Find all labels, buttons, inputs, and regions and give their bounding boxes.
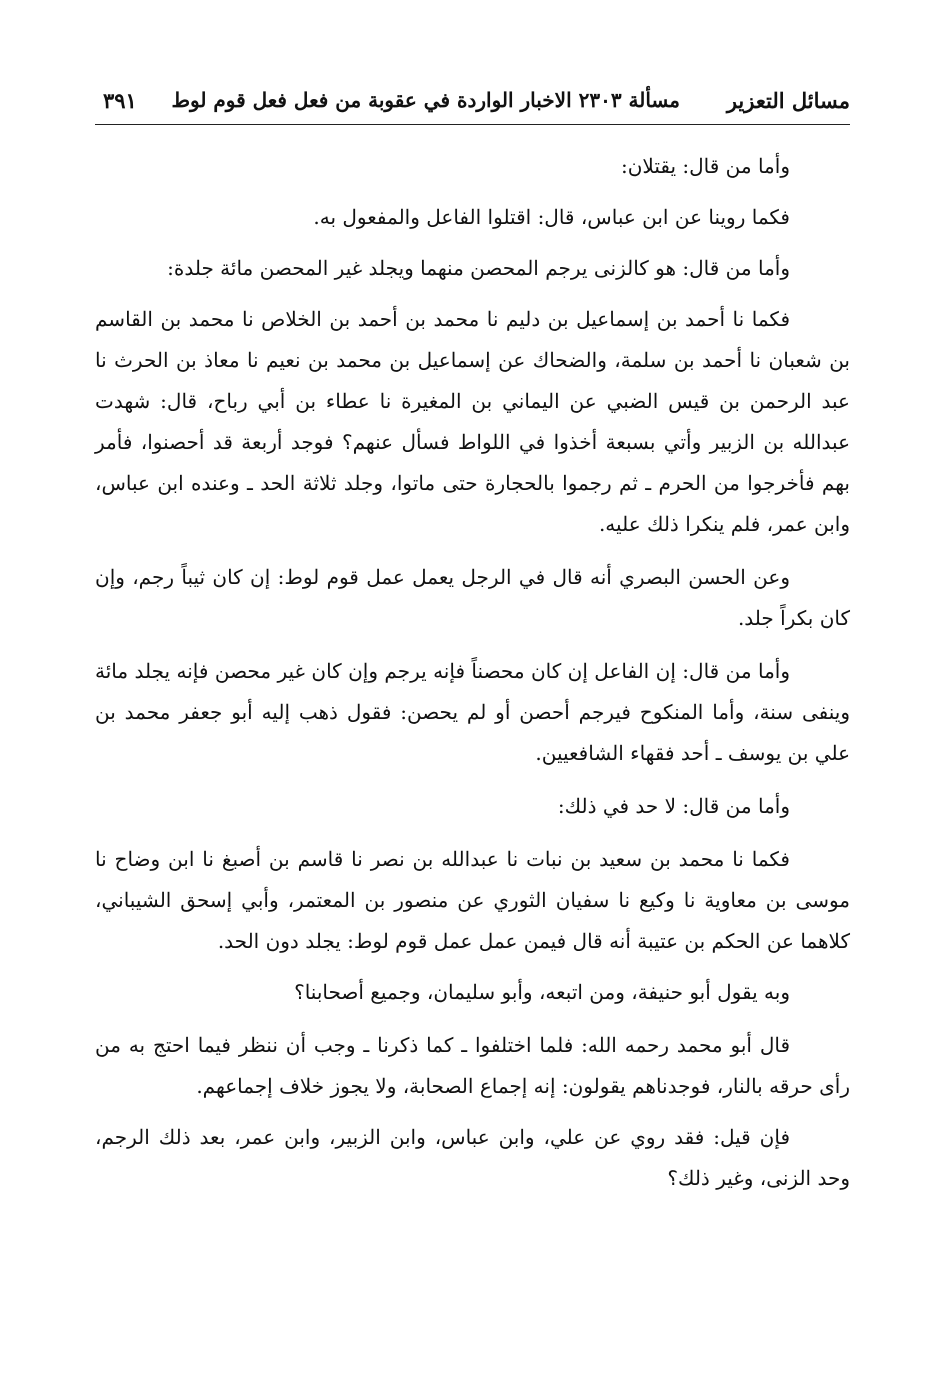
paragraph: وأما من قال: لا حد في ذلك:	[557, 794, 790, 818]
paragraph: قال أبو محمد رحمه الله: فلما اختلفوا ـ كما ذكرنا ـ وجب أن ننظر فيما احتج به من رأى حرقه بالنار، فوجدناهم يقولون: إنه إجماع الصحابة، ولا يجوز خلاف إجماعهم.	[95, 1033, 850, 1098]
paragraph: وأما من قال: إن الفاعل إن كان محصناً فإنه يرجم وإن كان غير محصن فإنه يجلد مائة وينفى سنة، وأما المنكوح فيرجم أحصن أو لم يحصن: فقول ذهب إليه أبو جعفر محمد بن علي بن يوسف ـ أحد فقهاء الشافعيين.	[95, 659, 850, 765]
paragraph: وبه يقول أبو حنيفة، ومن اتبعه، وأبو سليمان، وجميع أصحابنا؟	[294, 980, 790, 1004]
paragraph: فإن قيل: فقد روي عن علي، وابن عباس، وابن الزبير، وابن عمر، بعد ذلك الرجم، وحد الزنى، وغير ذلك؟	[95, 1125, 850, 1190]
page-header	[95, 88, 850, 118]
body-text	[95, 146, 850, 1209]
paragraph: فكما نا محمد بن سعيد بن نبات نا عبدالله بن نصر نا قاسم بن أصبغ نا ابن وضاح نا موسى بن معاوية نا وكيع نا سفيان الثوري عن منصور بن المعتمر، وأبي إسحق الشيباني، كلاهما عن الحكم بن عتيبة أنه قال فيمن عمل عمل قوم لوط: يجلد دون الحد.	[95, 847, 850, 953]
header-rule	[95, 124, 850, 125]
section-title: مسألة ٢٣٠٣ الاخبار الواردة في عقوبة من فعل فعل قوم لوط	[171, 88, 680, 112]
paragraph: فكما نا أحمد بن إسماعيل بن دليم نا محمد بن أحمد بن الخلاص نا محمد بن القاسم بن شعبان نا أحمد بن سلمة، والضحاك عن إسماعيل بن محمد بن نعيم نا معاذ بن الحرث نا عبد الرحمن بن قيس الضبي عن اليماني بن المغيرة نا عطاء بن أبي رباح، قال: شهدت عبدالله بن الزبير وأتي بسبعة أخذوا في اللواط فسأل عنهم؟ فوجد أربعة قد أحصنوا، فأمر بهم فأخرجوا من الحرم ـ ثم رجموا بالحجارة حتى ماتوا، وجلد ثلاثة الحد ـ وعنده ابن عباس، وابن عمر، فلم ينكرا ذلك عليه.	[95, 307, 850, 536]
paragraph: وعن الحسن البصري أنه قال في الرجل يعمل عمل قوم لوط: إن كان ثيباً رجم، وإن كان بكراً جلد.	[95, 565, 850, 630]
paragraph: فكما روينا عن ابن عباس، قال: اقتلوا الفاعل والمفعول به.	[313, 205, 790, 229]
book-page	[95, 88, 850, 1190]
paragraph: وأما من قال: يقتلان:	[620, 154, 790, 178]
page-number: ٣٩١	[103, 88, 137, 113]
running-title: مسائل التعزير	[726, 88, 850, 113]
paragraph: وأما من قال: هو كالزنى يرجم المحصن منهما ويجلد غير المحصن مائة جلدة:	[167, 256, 790, 280]
